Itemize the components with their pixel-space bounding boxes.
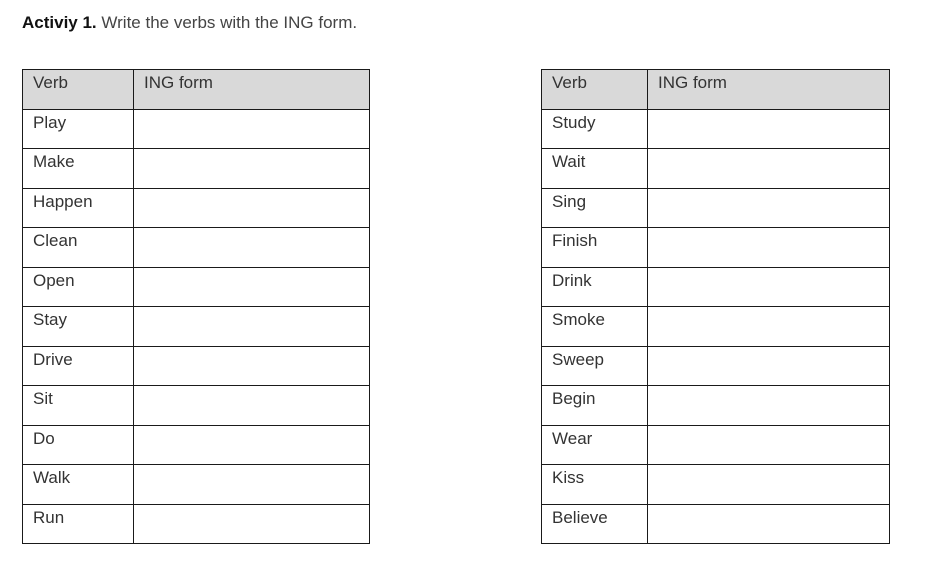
verb-cell: Sing bbox=[542, 188, 648, 228]
verb-cell: Do bbox=[23, 425, 134, 465]
table-header-row bbox=[542, 70, 890, 110]
table-row bbox=[542, 188, 890, 228]
header-ing-form: ING form bbox=[134, 70, 370, 110]
verb-cell: Clean bbox=[23, 228, 134, 268]
ing-answer-cell[interactable] bbox=[648, 307, 890, 347]
table-row bbox=[542, 307, 890, 347]
table-row bbox=[542, 425, 890, 465]
verb-cell: Drink bbox=[542, 267, 648, 307]
verb-cell: Drive bbox=[23, 346, 134, 386]
ing-answer-cell[interactable] bbox=[648, 346, 890, 386]
activity-instruction bbox=[22, 12, 357, 34]
verb-cell: Stay bbox=[23, 307, 134, 347]
activity-text: Write the verbs with the ING form. bbox=[101, 13, 358, 32]
verb-table-right bbox=[541, 69, 890, 544]
verb-cell: Happen bbox=[23, 188, 134, 228]
table-row bbox=[23, 465, 370, 505]
table-row bbox=[23, 386, 370, 426]
ing-answer-cell[interactable] bbox=[134, 149, 370, 189]
verb-cell: Play bbox=[23, 109, 134, 149]
ing-answer-cell[interactable] bbox=[134, 465, 370, 505]
verb-cell: Wear bbox=[542, 425, 648, 465]
ing-answer-cell[interactable] bbox=[648, 465, 890, 505]
activity-label: Activiy 1. bbox=[22, 13, 97, 32]
table-row bbox=[542, 109, 890, 149]
table-row bbox=[23, 425, 370, 465]
verb-cell: Wait bbox=[542, 149, 648, 189]
ing-answer-cell[interactable] bbox=[648, 188, 890, 228]
verb-cell: Sit bbox=[23, 386, 134, 426]
ing-answer-cell[interactable] bbox=[134, 109, 370, 149]
verb-cell: Finish bbox=[542, 228, 648, 268]
verb-cell: Walk bbox=[23, 465, 134, 505]
ing-answer-cell[interactable] bbox=[648, 425, 890, 465]
table-header-row bbox=[23, 70, 370, 110]
table-row bbox=[542, 386, 890, 426]
ing-answer-cell[interactable] bbox=[134, 307, 370, 347]
ing-answer-cell[interactable] bbox=[648, 149, 890, 189]
table-row bbox=[23, 504, 370, 544]
ing-answer-cell[interactable] bbox=[134, 228, 370, 268]
table-row bbox=[23, 307, 370, 347]
ing-answer-cell[interactable] bbox=[648, 267, 890, 307]
ing-answer-cell[interactable] bbox=[648, 504, 890, 544]
ing-answer-cell[interactable] bbox=[134, 386, 370, 426]
table-row bbox=[23, 346, 370, 386]
header-verb: Verb bbox=[542, 70, 648, 110]
verb-table-left bbox=[22, 69, 370, 544]
table-row bbox=[23, 149, 370, 189]
table-row bbox=[23, 228, 370, 268]
ing-answer-cell[interactable] bbox=[134, 425, 370, 465]
ing-answer-cell[interactable] bbox=[648, 386, 890, 426]
header-ing-form: ING form bbox=[648, 70, 890, 110]
table-row bbox=[542, 504, 890, 544]
table-row bbox=[542, 228, 890, 268]
ing-answer-cell[interactable] bbox=[134, 346, 370, 386]
table-row bbox=[542, 149, 890, 189]
table-row bbox=[542, 465, 890, 505]
verb-cell: Believe bbox=[542, 504, 648, 544]
verb-cell: Run bbox=[23, 504, 134, 544]
verb-cell: Begin bbox=[542, 386, 648, 426]
verb-cell: Smoke bbox=[542, 307, 648, 347]
verb-cell: Sweep bbox=[542, 346, 648, 386]
verb-cell: Study bbox=[542, 109, 648, 149]
table-row bbox=[542, 267, 890, 307]
table-row bbox=[23, 188, 370, 228]
verb-cell: Kiss bbox=[542, 465, 648, 505]
ing-answer-cell[interactable] bbox=[134, 504, 370, 544]
table-row bbox=[23, 267, 370, 307]
table-row bbox=[23, 109, 370, 149]
verb-cell: Make bbox=[23, 149, 134, 189]
table-row bbox=[542, 346, 890, 386]
verb-cell: Open bbox=[23, 267, 134, 307]
ing-answer-cell[interactable] bbox=[648, 109, 890, 149]
ing-answer-cell[interactable] bbox=[648, 228, 890, 268]
header-verb: Verb bbox=[23, 70, 134, 110]
ing-answer-cell[interactable] bbox=[134, 267, 370, 307]
ing-answer-cell[interactable] bbox=[134, 188, 370, 228]
